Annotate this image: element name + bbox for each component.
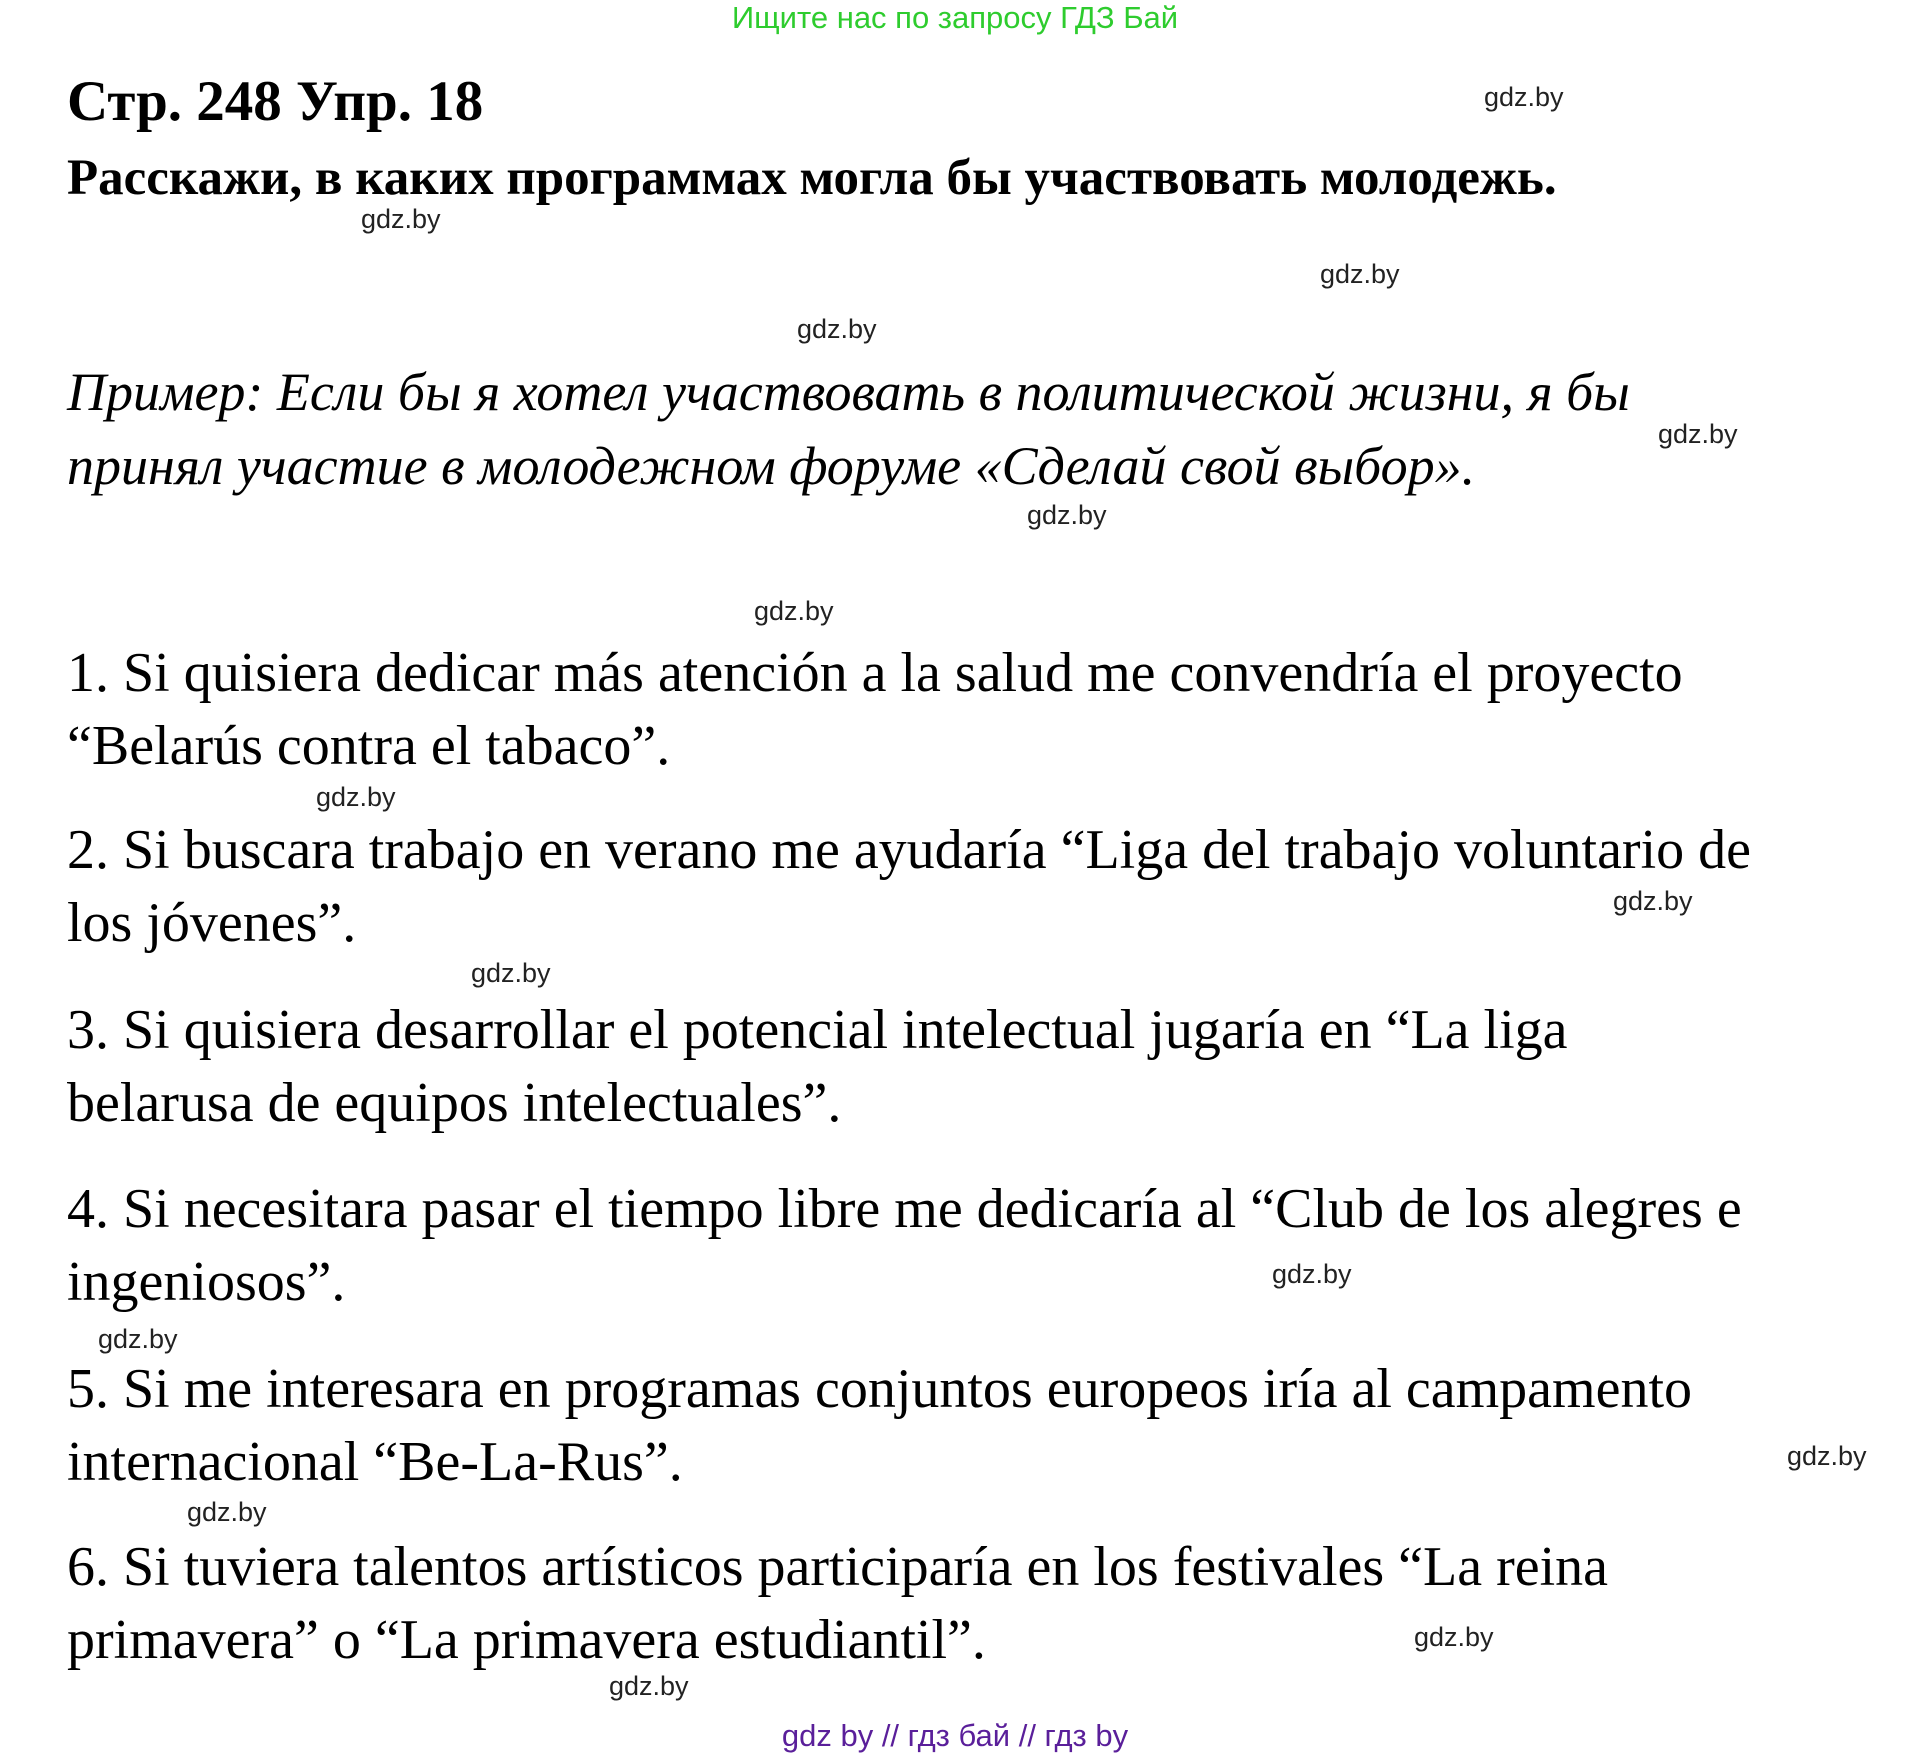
footer-links: gdz by // гдз бай // гдз by xyxy=(781,1718,1129,1753)
answer-item-5: 5. Si me interesara en programas conjuntos europeos iría al campamento internacional “Be-La-Rus”. xyxy=(67,1358,1693,1493)
watermark: gdz.by xyxy=(1787,1441,1867,1471)
watermark: gdz.by xyxy=(1320,259,1400,289)
answer-item-1: 1. Si quisiera dedicar más atención a la salud me convendría el proyecto “Belarús contra el tabaco”. xyxy=(67,642,1683,777)
answer-item-4: 4. Si necesitara pasar el tiempo libre me dedicaría al “Club de los alegres e ingeniosos”. xyxy=(67,1178,1742,1313)
watermark: gdz.by xyxy=(471,958,551,988)
watermark: gdz.by xyxy=(187,1497,267,1527)
watermark: gdz.by xyxy=(609,1671,689,1701)
answer-item-3: 3. Si quisiera desarrollar el potencial intelectual jugaría en “La liga belarusa de equipos intelectuales”. xyxy=(67,999,1568,1134)
watermark: gdz.by xyxy=(316,782,396,812)
watermark: gdz.by xyxy=(1658,419,1738,449)
watermark: gdz.by xyxy=(1613,886,1693,916)
answer-item-2: 2. Si buscara trabajo en verano me ayudaría “Liga del trabajo voluntario de los jóvenes”. xyxy=(67,819,1751,954)
watermark: gdz.by xyxy=(1027,500,1107,530)
task-text: Расскажи, в каких программах могла бы участвовать молодежь. xyxy=(67,150,1557,206)
watermark: gdz.by xyxy=(1414,1622,1494,1652)
watermark: gdz.by xyxy=(754,596,834,626)
search-banner: Ищите нас по запросу ГДЗ Бай xyxy=(731,0,1179,35)
page-title: Стр. 248 Упр. 18 xyxy=(67,70,484,133)
watermark: gdz.by xyxy=(361,204,441,234)
watermark: gdz.by xyxy=(1272,1259,1352,1289)
example-text: Пример: Если бы я хотел участвовать в политической жизни, я бы принял участие в молодежном форуме «Сделай свой выбор». xyxy=(67,362,1630,496)
watermark: gdz.by xyxy=(98,1324,178,1354)
watermark: gdz.by xyxy=(1484,82,1564,112)
answer-item-6: 6. Si tuviera talentos artísticos participaría en los festivales “La reina primavera” o “La primavera estudiantil”. xyxy=(67,1536,1609,1671)
watermark: gdz.by xyxy=(797,314,877,344)
